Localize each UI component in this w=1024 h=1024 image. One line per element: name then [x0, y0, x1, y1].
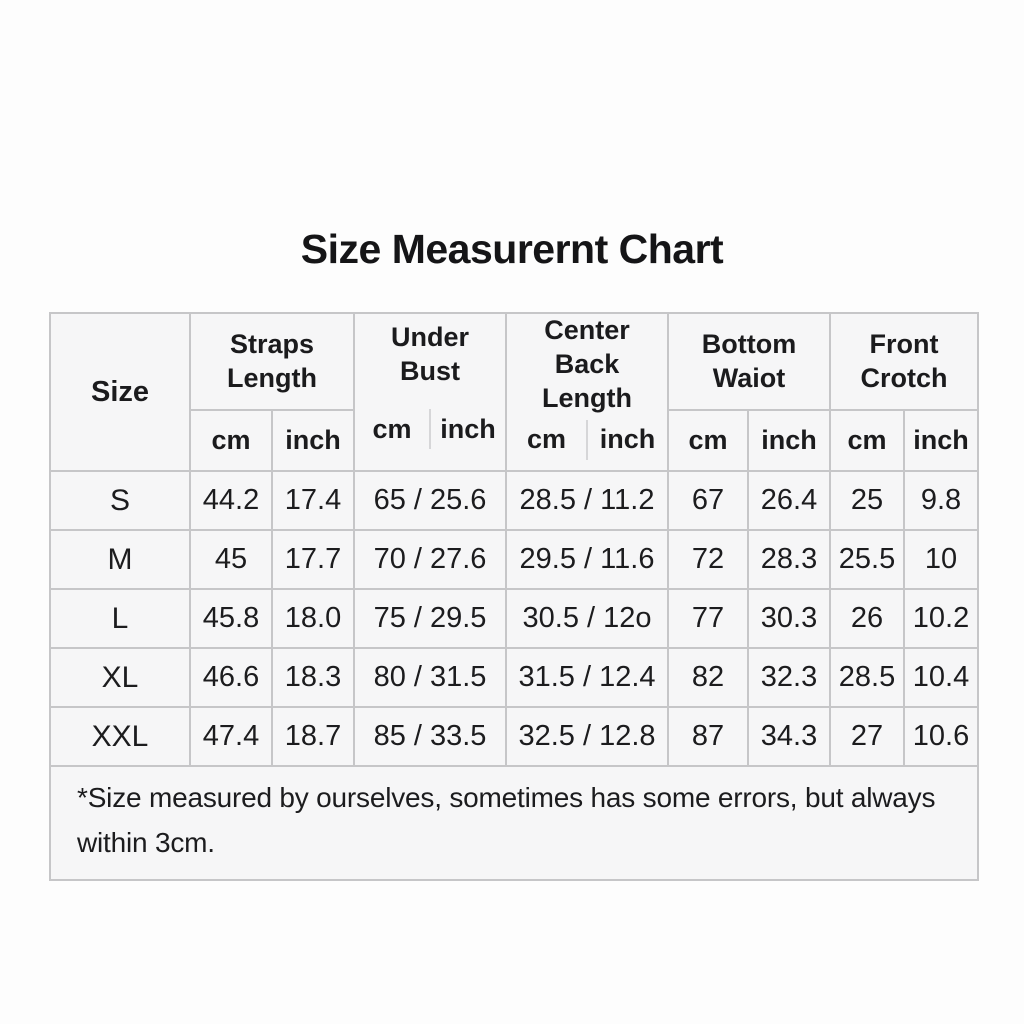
cell-m-under-bust: 70 / 27.6 [354, 530, 506, 589]
col-header-size: Size [50, 313, 190, 471]
cell-s-front-cm: 25 [830, 471, 904, 530]
cell-xl-front-inch: 10.4 [904, 648, 978, 707]
cell-size-xl: XL [50, 648, 190, 707]
unit-header-under-bust-inch: inch [440, 413, 496, 444]
cell-l-front-cm: 26 [830, 589, 904, 648]
cell-xxl-front-inch: 10.6 [904, 707, 978, 766]
col-header-under-bust [354, 313, 506, 471]
cell-xl-straps-inch: 18.3 [272, 648, 354, 707]
col-header-center-back-length [506, 313, 668, 471]
cell-s-under-bust: 65 / 25.6 [354, 471, 506, 530]
cell-xxl-bottom-inch: 34.3 [748, 707, 830, 766]
cell-l-straps-cm: 45.8 [190, 589, 272, 648]
cell-s-straps-inch: 17.4 [272, 471, 354, 530]
cell-xl-straps-cm: 46.6 [190, 648, 272, 707]
under-bust-units [355, 396, 505, 470]
cell-l-bottom-inch: 30.3 [748, 589, 830, 648]
cell-l-bottom-cm: 77 [668, 589, 748, 648]
cell-xxl-bottom-cm: 87 [668, 707, 748, 766]
cell-s-center-back: 28.5 / 11.2 [506, 471, 668, 530]
table-row [50, 648, 978, 707]
table-row [50, 589, 978, 648]
cell-m-straps-inch: 17.7 [272, 530, 354, 589]
col-header-bottom-waiot-label: Bottom Waiot [701, 328, 797, 393]
cell-m-front-inch: 10 [904, 530, 978, 589]
cell-xl-center-back: 31.5 / 12.4 [506, 648, 668, 707]
cell-s-bottom-cm: 67 [668, 471, 748, 530]
unit-header-front-cm: cm [830, 410, 904, 471]
unit-header-front-inch: inch [904, 410, 978, 471]
cell-l-front-inch: 10.2 [904, 589, 978, 648]
cell-s-front-inch: 9.8 [904, 471, 978, 530]
cell-xl-front-cm: 28.5 [830, 648, 904, 707]
col-header-straps-length [190, 313, 354, 410]
under-bust-header-layout [355, 314, 505, 470]
cell-size-xxl: XXL [50, 707, 190, 766]
cell-xl-bottom-inch: 32.3 [748, 648, 830, 707]
cell-size-s: S [50, 471, 190, 530]
cell-size-m: M [50, 530, 190, 589]
col-header-front-crotch [830, 313, 978, 410]
cell-xxl-front-cm: 27 [830, 707, 904, 766]
center-back-header-layout [507, 314, 667, 470]
cell-xxl-straps-cm: 47.4 [190, 707, 272, 766]
cell-l-under-bust: 75 / 29.5 [354, 589, 506, 648]
cell-s-straps-cm: 44.2 [190, 471, 272, 530]
table-row [50, 530, 978, 589]
cell-xxl-center-back: 32.5 / 12.8 [506, 707, 668, 766]
col-header-front-crotch-label: Front Crotch [860, 328, 948, 393]
col-header-bottom-waiot [668, 313, 830, 410]
cell-xxl-straps-inch: 18.7 [272, 707, 354, 766]
cell-m-bottom-cm: 72 [668, 530, 748, 589]
table-row [50, 471, 978, 530]
center-back-units [507, 415, 667, 470]
size-chart-table [49, 312, 979, 881]
unit-header-bottom-inch: inch [748, 410, 830, 471]
col-header-straps-length-label: Straps Length [227, 328, 317, 393]
cell-m-bottom-inch: 28.3 [748, 530, 830, 589]
page-title: Size Measurernt Chart [300, 226, 724, 272]
table-row [50, 707, 978, 766]
cell-xl-bottom-cm: 82 [668, 648, 748, 707]
cell-xl-under-bust: 80 / 31.5 [354, 648, 506, 707]
cell-m-straps-cm: 45 [190, 530, 272, 589]
cell-l-straps-inch: 18.0 [272, 589, 354, 648]
footnote-row [50, 766, 978, 880]
cell-l-center-back: 30.5 / 12o [506, 589, 668, 648]
center-back-title [507, 314, 667, 415]
under-bust-title [355, 314, 505, 396]
unit-header-center-back-cm: cm [526, 424, 567, 455]
cell-xxl-under-bust: 85 / 33.5 [354, 707, 506, 766]
cell-m-center-back: 29.5 / 11.6 [506, 530, 668, 589]
header-row-groups [50, 313, 978, 410]
cell-m-front-cm: 25.5 [830, 530, 904, 589]
unit-header-under-bust-cm: cm [372, 413, 412, 444]
cell-s-bottom-inch: 26.4 [748, 471, 830, 530]
unit-header-center-back-inch: inch [599, 424, 656, 455]
footnote-text: *Size measured by ourselves, sometimes has some errors, but always within 3cm. [50, 766, 978, 880]
unit-header-straps-cm: cm [190, 410, 272, 471]
unit-header-bottom-cm: cm [668, 410, 748, 471]
center-back-title-label: Center Back Length [542, 315, 632, 413]
cell-size-l: L [50, 589, 190, 648]
under-bust-title-label: Under Bust [390, 322, 469, 386]
unit-header-straps-inch: inch [272, 410, 354, 471]
